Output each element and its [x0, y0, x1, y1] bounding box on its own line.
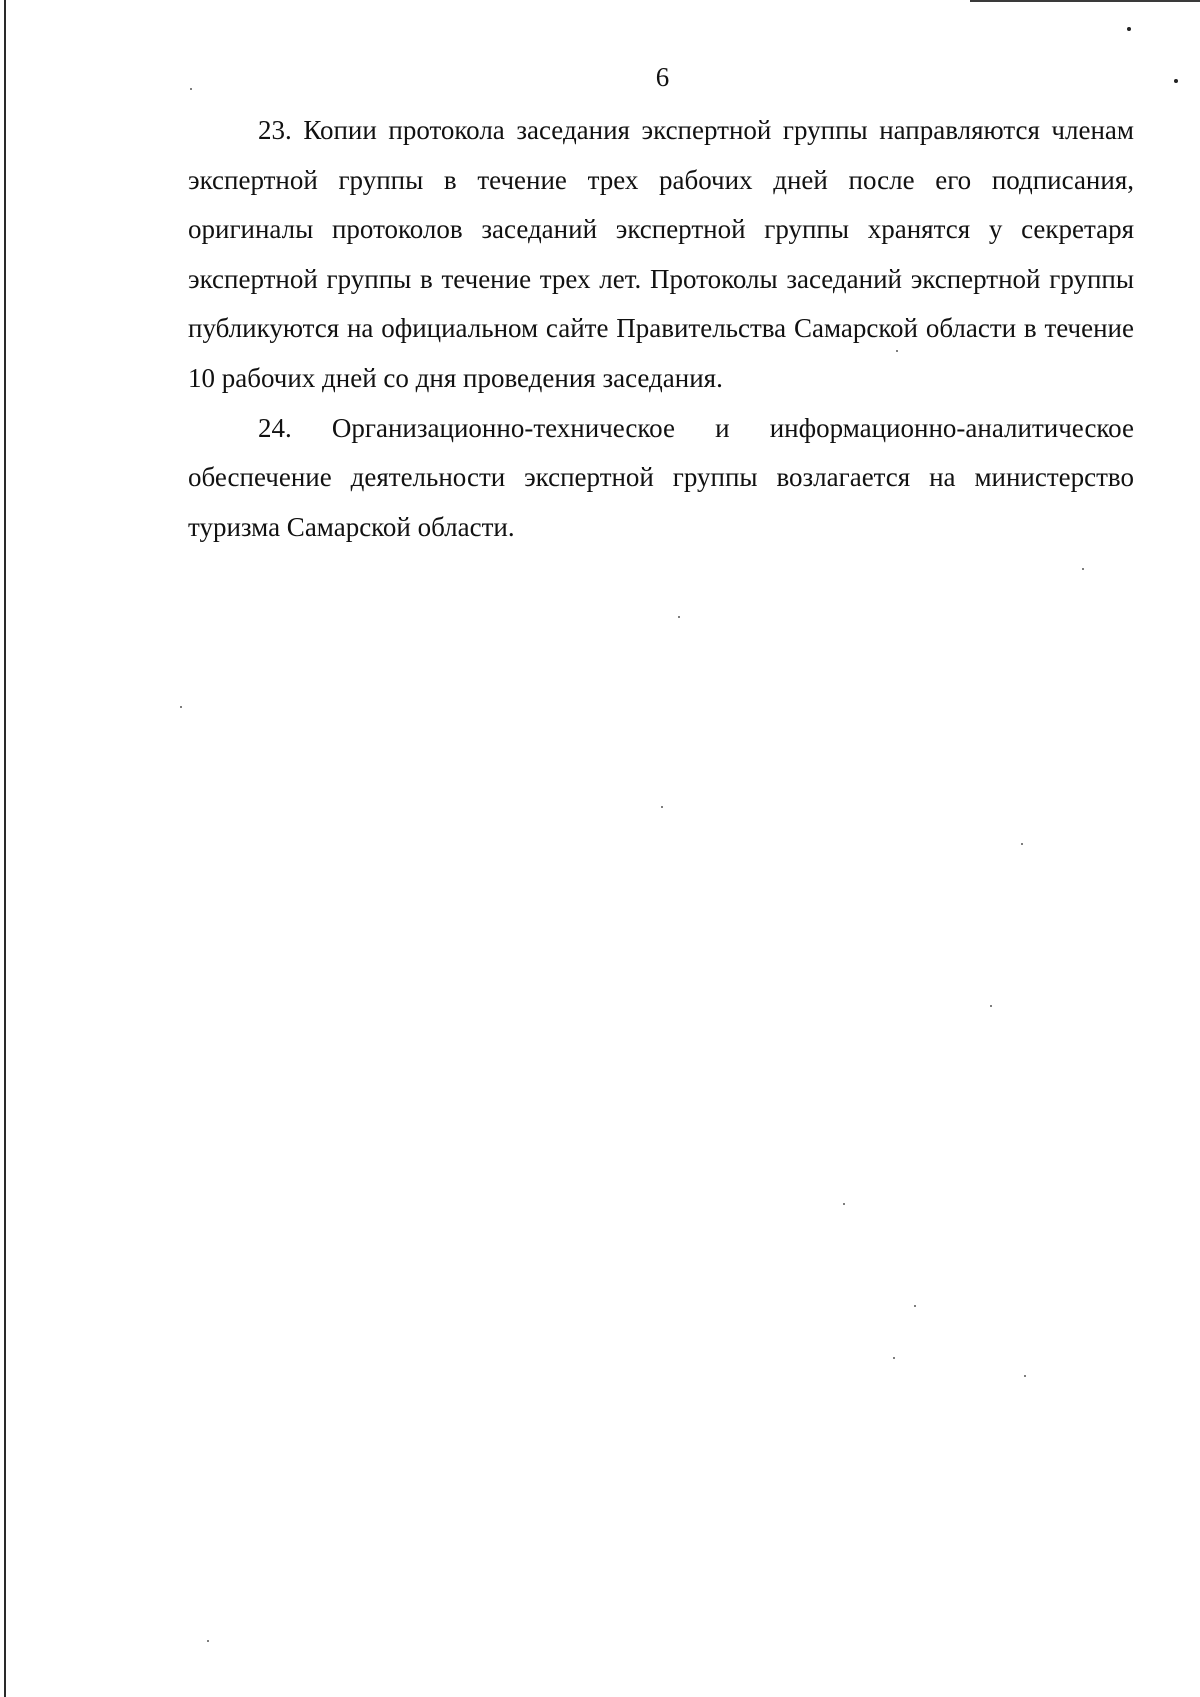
scan-speck	[1021, 843, 1023, 845]
scan-speck	[914, 1305, 916, 1307]
scan-speck	[893, 1357, 895, 1359]
scan-speck	[1127, 27, 1131, 31]
scan-speck	[1082, 568, 1084, 570]
scan-speck	[1174, 79, 1178, 83]
scan-speck	[1024, 1375, 1026, 1377]
scan-top-rule	[970, 0, 1200, 2]
scan-speck	[180, 706, 182, 708]
scan-left-edge	[4, 0, 6, 1697]
scan-speck	[896, 350, 898, 352]
scan-speck	[190, 88, 192, 90]
body-text	[188, 106, 1134, 552]
scan-speck	[678, 616, 680, 618]
scan-speck	[843, 1203, 845, 1205]
scan-speck	[207, 1640, 209, 1642]
paragraph-23: 23. Копии протокола заседания экспертной группы направляются членам экспертной группы в течение трех рабочих дней после его подписания, оригиналы протоколов заседаний экспертной группы хранятся у секретаря экспертной группы в течение трех лет. Протоколы заседаний экспертной группы публикуются на официальном сайте Правительства Самарской области в течение 10 рабочих дней со дня проведения заседания.	[188, 115, 1134, 393]
paragraph-24: 24. Организационно-техническое и информационно-аналитическое обеспечение деятельности экспертной группы возлагается на министерство туризма Самарской области.	[188, 412, 1134, 542]
scan-speck	[661, 806, 663, 808]
scan-speck	[990, 1005, 992, 1007]
page-number: 6	[655, 62, 670, 92]
